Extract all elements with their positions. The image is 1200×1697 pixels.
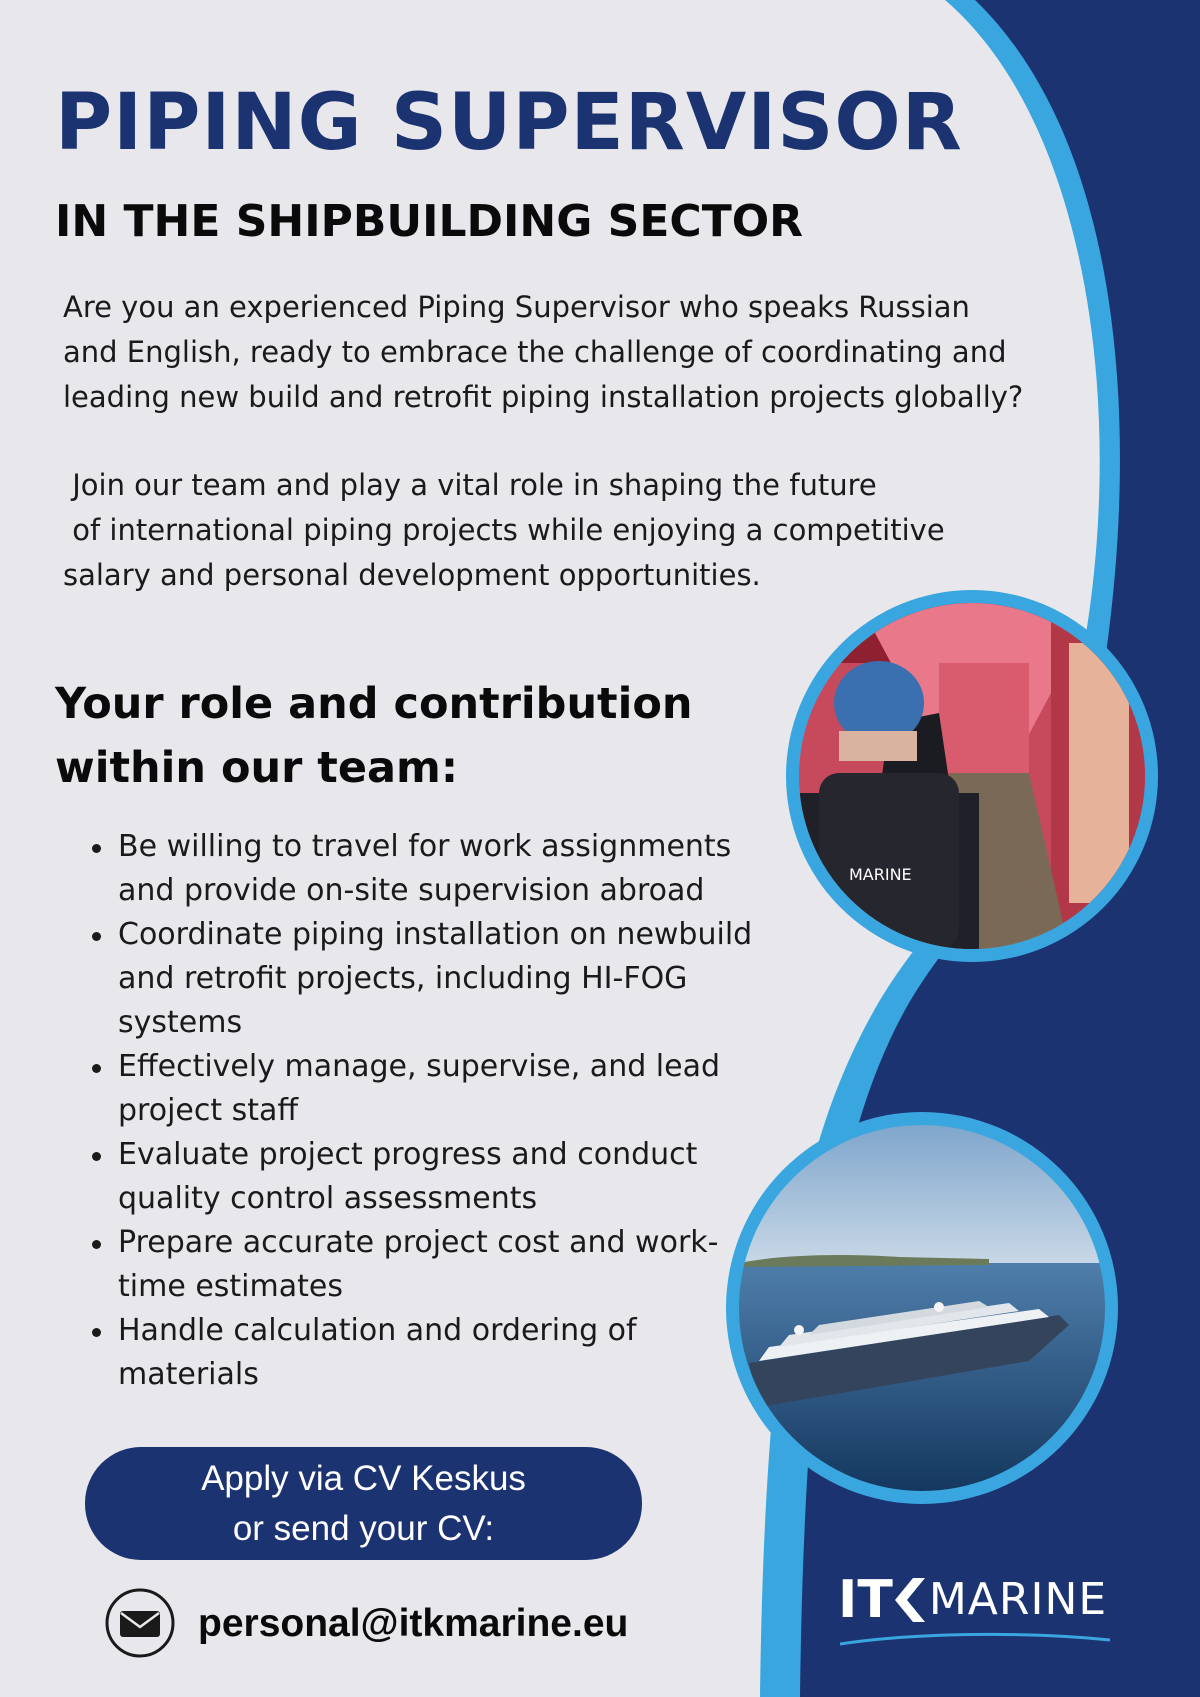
duty-item-travel: Be willing to travel for work assignments and provide on-site supervision abroad bbox=[118, 825, 758, 913]
envelope-icon bbox=[104, 1587, 176, 1659]
intro-paragraph-2: Join our team and play a vital role in shaping the future of international piping projects while enjoying a competitive salary and personal development opportunities. bbox=[63, 468, 945, 592]
duty-item-materials: Handle calculation and ordering of materials bbox=[118, 1309, 758, 1397]
intro-paragraph-1: Are you an experienced Piping Supervisor who speaks Russian and English, ready to embrace the challenge of coordinating and leading new build and retrofit piping installation projects globally? bbox=[63, 290, 1024, 414]
role-heading: Your role and contribution within our team: bbox=[55, 679, 693, 793]
photo-cruise-ship bbox=[726, 1112, 1118, 1504]
duty-item-coordinate: Coordinate piping installation on newbuild and retrofit projects, including HI-FOG systems bbox=[118, 913, 758, 1045]
company-logo bbox=[838, 1572, 1118, 1652]
logo-k-icon bbox=[895, 1578, 927, 1622]
photo-worker-corridor bbox=[786, 590, 1158, 962]
page-title: PIPING SUPERVISOR bbox=[55, 78, 963, 168]
apply-button[interactable] bbox=[85, 1447, 642, 1560]
page-subtitle: IN THE SHIPBUILDING SECTOR bbox=[55, 196, 804, 247]
duty-item-evaluate: Evaluate project progress and conduct quality control assessments bbox=[118, 1133, 758, 1221]
logo-part-it: IT bbox=[838, 1570, 893, 1630]
apply-line-1: Apply via CV Keskus bbox=[201, 1458, 526, 1498]
duties-list bbox=[118, 825, 758, 1397]
duty-item-estimates: Prepare accurate project cost and work- time estimates bbox=[118, 1221, 758, 1309]
shirt-logo-text: MARINE bbox=[849, 865, 912, 884]
contact-email[interactable]: personal@itkmarine.eu bbox=[198, 1602, 629, 1645]
logo-part-marine: MARINE bbox=[928, 1574, 1108, 1625]
logo-swoosh bbox=[840, 1630, 1110, 1650]
apply-line-2: or send your CV: bbox=[232, 1508, 495, 1548]
duty-item-manage: Effectively manage, supervise, and lead project staff bbox=[118, 1045, 758, 1133]
